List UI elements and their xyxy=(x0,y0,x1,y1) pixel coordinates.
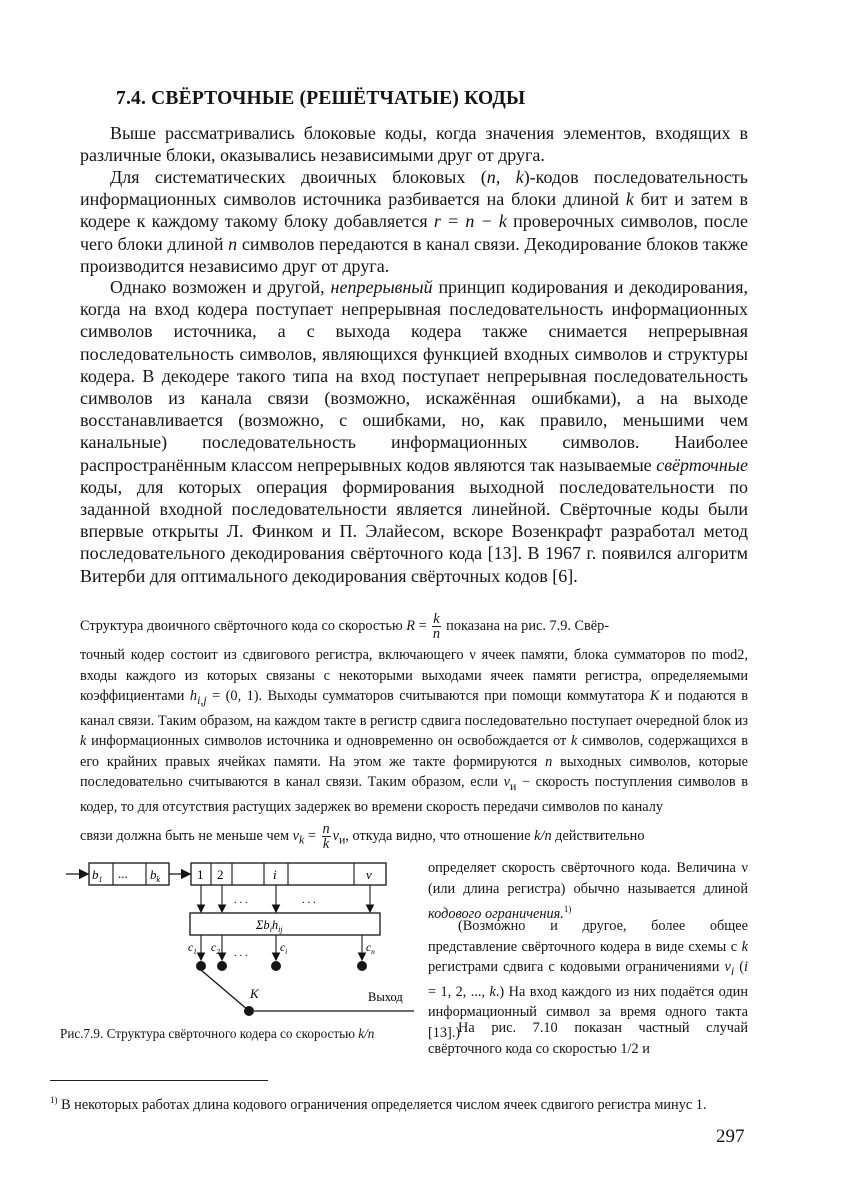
contact-1 xyxy=(196,961,206,971)
side-text-general: (Возможно и другое, более общее представление свёрточного кодера в виде схемы с k регистрами сдвига с кодовыми ограничениями $\nu_i$ (i = 1, 2, ..., k.) На вход каждого из них подаётся один информационный символ за время одного такта [13].) xyxy=(428,918,748,1041)
tap-dots-top: . . . xyxy=(234,894,248,906)
contact-i xyxy=(271,961,281,971)
paragraph-block-codes: Для систематических двоичных блоковых (n, k)-кодов последовательность информационных символов источника разбивается на блоки длиной k бит и затем в кодере к каждому такому блоку добавляется r = n − k проверочных символов, после чего блоки длиной n символов передаются в канал связи. Декодирование блоков также производится независимо друг от друга. xyxy=(80,167,749,276)
output-label: Выход xyxy=(368,990,403,1004)
contact-2 xyxy=(217,961,227,971)
register-cell-2: 2 xyxy=(217,867,224,882)
paragraph-channel-rate: связи должна быть не меньше чем $v_k$ = $\frac{n}{k}$ $v_и$, откуда видно, что отношение k/n действительно xyxy=(80,821,645,852)
rate-fraction: $\frac{k}{n}$ xyxy=(432,611,440,642)
register-cell-i: i xyxy=(273,867,277,882)
commutator-label: K xyxy=(250,986,259,1001)
input-cell-k: $b_k$ xyxy=(150,867,161,884)
register-cell-1: 1 xyxy=(197,867,204,882)
tap-c1: $c_1$ xyxy=(188,942,197,956)
footnote: $^{1)}$ В некоторых работах длина кодового ограничения определяется числом ячеек сдвигого регистра минус 1. xyxy=(50,1095,707,1113)
summator-label: $\Sigma b_ih_{ij}$ xyxy=(256,918,283,934)
tap-c2: $c_2$ xyxy=(211,942,220,956)
contact-dots: . . . xyxy=(234,947,248,959)
input-cell-1: $b_1$ xyxy=(92,867,103,884)
tap-ci: $c_i$ xyxy=(280,942,288,956)
speed-fraction: $\frac{n}{k}$ xyxy=(322,821,330,852)
side-text-rate: определяет скорость свёрточного кода. Величина ν (или длина регистра) обычно называется длиной кодового ограничения.$^{1)}$ xyxy=(428,860,748,922)
commutator-arm xyxy=(201,970,248,1010)
side-text-fig710: На рис. 7.10 показан частный случай свёрточного кода со скоростью 1/2 и xyxy=(428,1020,748,1057)
page-number: 297 xyxy=(716,1126,745,1147)
figure-caption: Рис.7.9. Структура свёрточного кодера со скоростью k/n xyxy=(60,1026,375,1041)
input-cell-dots: ... xyxy=(118,866,128,881)
tap-dots-right: . . . xyxy=(302,894,316,906)
footnote-divider xyxy=(50,1080,268,1081)
paragraph-encoder-description: точный кодер состоит из сдвигового регистра, включающего ν ячеек памяти, блока сумматоров по mod2, входы каждого из которых связаны с некоторыми выходами ячеек памяти регистра, определяемыми коэффициентами $h_{i,j} = (0$, 1). Выходы сумматоров считываются при помощи коммутатора K и подаются в канал связи. Таким образом, на каждом такте в регистр сдвига последовательно поступает очередной блок из k информационных символов источника и одновременно он освобождается от k символов, содержащихся в его крайних правых ячейках памяти. На этом же такте формируются n выходных символов, которые последовательно считываются в канал связи. Таким образом, если $v_и$ − скорость поступления символов в кодер, то для отсутствия растущих задержек во времени скорость передачи символов по каналу xyxy=(80,647,749,815)
section-heading: 7.4. СВЁРТОЧНЫЕ (РЕШЁТЧАТЫЕ) КОДЫ xyxy=(116,88,526,109)
paragraph-intro: Выше рассматривались блоковые коды, когда значения элементов, входящих в различные блоки, оказывались независимыми друг от друга. xyxy=(80,123,748,166)
encoder-diagram xyxy=(62,856,422,1026)
paragraph-structure-intro: Структура двоичного свёрточного кода со скоростью R = $\frac{k}{n}$ показана на рис. 7.9. Свёр- xyxy=(80,611,610,642)
paragraph-convolutional: Однако возможен и другой, непрерывный принцип кодирования и декодирования, когда на вход кодера поступает непрерывная последовательность информационных символов источника, а с выхода кодера также снимается непрерывная последовательность символов, являющихся функцией входных символов и структуры кодера. В декодере такого типа на вход поступает непрерывная последовательность символов из канала связи (возможно, искажённая ошибками), а на выходе восстанавливается (возможно, с ошибками, но, как правило, меньшими чем канальные) последовательность информационных символов. Наиболее распространённым классом непрерывных кодов являются так называемые свёрточные коды, для которых операция формирования выходной последовательности по заданной входной последовательности является линейной. Свёрточные коды были впервые открыты Л. Финком и П. Элайесом, вскоре Возенкрафт разработал метод последовательного декодирования свёрточного кода [13]. В 1967 г. появился алгоритм Витерби для оптимального декодирования свёрточных кодов [6]. xyxy=(80,277,748,586)
contact-n xyxy=(357,961,367,971)
tap-cn: $c_n$ xyxy=(366,942,375,956)
register-cell-v: ν xyxy=(366,867,372,882)
commutator-pivot xyxy=(244,1006,254,1016)
summator-block xyxy=(190,913,380,935)
